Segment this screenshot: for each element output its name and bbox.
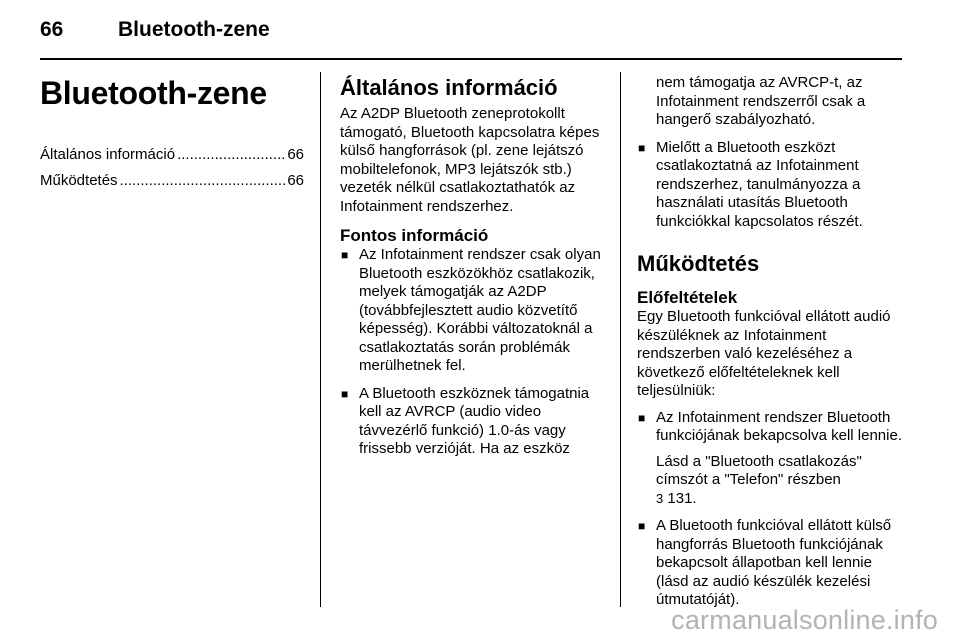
subheading-prerequisites: Előfeltételek [637, 288, 738, 307]
important-info-list [340, 246, 602, 459]
page-number: 66 [40, 18, 64, 41]
list-item-text: Az Infotainment rendszer Bluetooth funkciójának bekapcsolva kell lennie. [656, 408, 902, 444]
column-operation [637, 74, 905, 619]
chapter-title: Bluetooth-zene [40, 75, 267, 111]
running-title: Bluetooth-zene [118, 18, 270, 41]
toc-entry-general-info[interactable] [40, 142, 304, 168]
section-title-general-info: Általános információ [340, 75, 558, 100]
prerequisites-intro: Egy Bluetooth funkcióval ellátott audió készüléknek az Infotainment rendszerben való kezeléséhez a következő előfeltételeknek kell teljesülniük: [637, 308, 891, 399]
prior-list [637, 139, 905, 232]
cross-reference-text: Lásd a "Bluetooth csatlakozás" címszót a "Telefon" részben [656, 452, 862, 488]
continued-text: nem támogatja az AVRCP-t, az Infotainment rendszerről csak a hangerő szabályozható. [656, 74, 866, 128]
header-rule [40, 58, 902, 60]
intro-paragraph: Az A2DP Bluetooth zeneprotokollt támogató, Bluetooth kapcsolatra képes külső hangforrások (pl. zene lejátszó mobiltelefonok, MP3 lejátszók stb.) vezeték nélkül csatlakoztathatók az Infotainment rendszerhez. [340, 105, 600, 215]
list-item: ■ Mielőtt a Bluetooth eszközt csatlakoztatná az Infotainment rendszerhez, tanulmányozza a használati utasítás Bluetooth funkciókkal kapcsolatos részét. [637, 139, 905, 232]
toc-page: 66 [287, 146, 304, 163]
toc-label: Általános információ [40, 146, 176, 163]
list-item [637, 409, 905, 509]
toc-page: 66 [287, 172, 304, 189]
column-toc [40, 74, 304, 194]
column-divider-1 [320, 72, 321, 607]
toc-label: Működtetés [40, 172, 118, 189]
subheading-important-info: Fontos információ [340, 226, 489, 245]
arrow-icon: 3 [656, 490, 664, 506]
cross-reference-page: 131. [667, 489, 697, 507]
watermark: carmanualsonline.info [671, 605, 938, 635]
column-divider-2 [620, 72, 621, 607]
column-general-info [340, 74, 602, 468]
toc-leader [120, 168, 286, 194]
list-item: ■ Az Infotainment rendszer csak olyan Bluetooth eszközökhöz csatlakozik, melyek támogatják az A2DP (továbbfejlesztett audio közvetítő képesség). Korábbi változatoknál a csatlakoztatás során problémák merülhetnek fel. [340, 246, 602, 376]
list-item: ■ A Bluetooth eszköznek támogatnia kell az AVRCP (audio video távvezérlő funkció) 1.0-ás vagy frissebb verzióját. Ha az eszköz [340, 385, 602, 459]
cross-reference[interactable] [656, 453, 905, 509]
section-title-operation: Működtetés [637, 251, 760, 276]
list-item: ■ A Bluetooth funkcióval ellátott külső hangforrás Bluetooth funkciójának bekapcsolt állapotban kell lennie (lásd az audió készülék kezelési útmutatóját). [637, 517, 905, 610]
prerequisites-list [637, 409, 905, 610]
page-header [40, 18, 270, 48]
toc-entry-operation[interactable] [40, 168, 304, 194]
toc-leader [177, 142, 285, 168]
